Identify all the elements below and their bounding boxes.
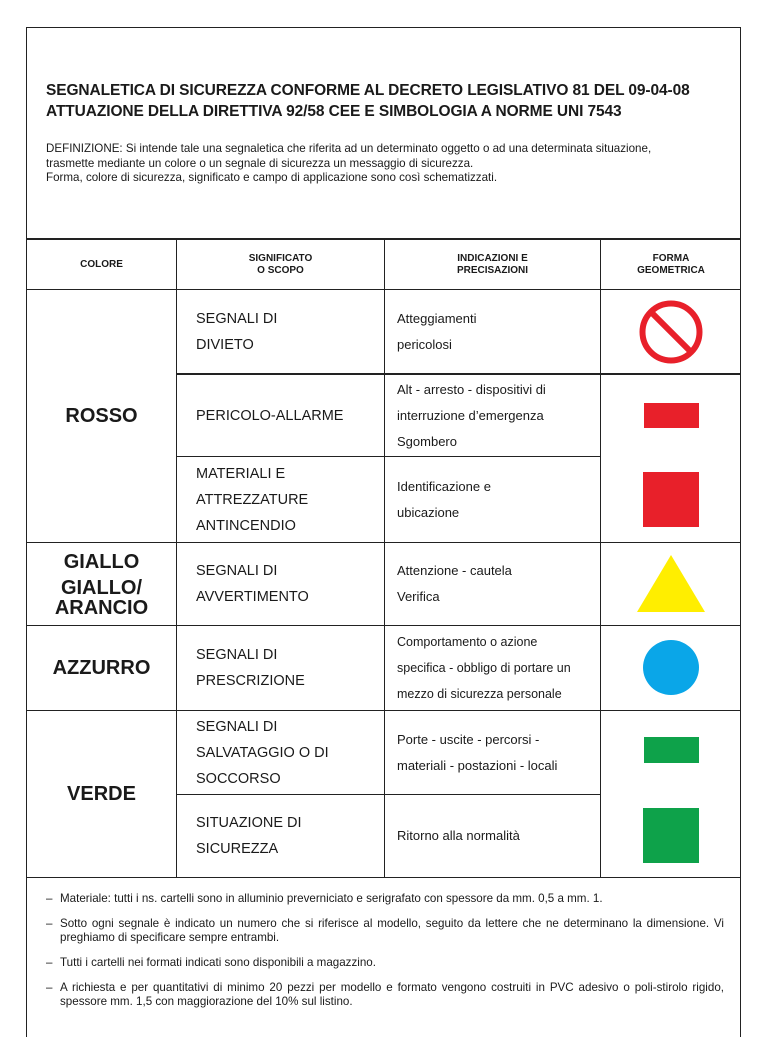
- definition-paragraph: [46, 142, 736, 186]
- indicazioni-cell: [397, 543, 597, 625]
- significato-line: PERICOLO-ALLARME: [196, 407, 344, 424]
- header-colore: [27, 240, 176, 289]
- note-text: Materiale: tutti i ns. cartelli sono in alluminio preverniciato e serigrafato con spessore da mm. 0,5 a mm. 1.: [60, 892, 603, 905]
- indicazioni-line: Verifica: [397, 589, 440, 604]
- indicazioni-line: Atteggiamenti: [397, 310, 477, 326]
- significato-cell: [196, 375, 376, 456]
- significato-cell: [196, 457, 376, 542]
- indicazioni-line: Identificazione e: [397, 478, 491, 494]
- significato-line: SITUAZIONE DI: [196, 815, 302, 831]
- color-label-giallo: GIALLO: [63, 551, 140, 573]
- significato-line: SEGNALI DI: [196, 563, 278, 579]
- significato-cell: [196, 711, 376, 794]
- header-indicazioni-line-2: PRECISAZIONI: [456, 264, 529, 276]
- header-indicazioni-line-1: INDICAZIONI E: [457, 252, 528, 264]
- indicazioni-line: Ritorno alla normalità: [397, 828, 520, 843]
- significato-line: SALVATAGGIO O DI: [196, 744, 329, 761]
- header-significato-line-2: O SCOPO: [257, 264, 304, 276]
- blue-circle-icon: [643, 640, 699, 695]
- color-label-giallo-arancio-1: GIALLO/: [60, 577, 143, 599]
- indicazioni-line: Sgombero: [397, 433, 457, 449]
- definition-line-2: trasmette mediante un colore o un segnale di sicurezza un messaggio di sicurezza.: [46, 156, 474, 170]
- indicazioni-line: interruzione d’emergenza: [397, 407, 544, 423]
- header-forma-line-1: FORMA: [652, 252, 690, 264]
- title-line-1: SEGNALETICA DI SICUREZZA CONFORME AL DECRETO LEGISLATIVO 81 DEL 09-04-08: [46, 82, 690, 99]
- green-square-icon: [643, 808, 699, 863]
- indicazioni-cell: [397, 457, 597, 542]
- note-item: [46, 981, 724, 1009]
- note-dash: –: [46, 956, 53, 969]
- color-cell-rosso: [27, 290, 176, 542]
- note-text: Tutti i cartelli nei formati indicati sono disponibili a magazzino.: [60, 956, 376, 969]
- significato-line: ANTINCENDIO: [196, 517, 296, 534]
- significato-cell: [196, 543, 376, 625]
- note-item: [46, 956, 724, 970]
- color-cell-azzurro: [27, 626, 176, 710]
- indicazioni-line: Porte - uscite - percorsi -: [397, 731, 540, 747]
- indicazioni-cell: [397, 711, 597, 794]
- significato-line: ATTREZZATURE: [196, 491, 309, 508]
- column-divider: [600, 238, 601, 878]
- column-divider: [384, 238, 385, 878]
- prohibition-circle-icon: [638, 299, 704, 365]
- red-square-icon: [643, 472, 699, 527]
- header-colore-label: COLORE: [80, 258, 123, 270]
- definition-line-3: Forma, colore di sicurezza, significato e campo di applicazione sono così schematizzati.: [46, 171, 498, 184]
- significato-cell: [196, 795, 376, 877]
- red-rectangle-icon: [644, 403, 699, 428]
- significato-line: SEGNALI DI: [196, 310, 278, 327]
- indicazioni-cell: [397, 626, 597, 710]
- yellow-triangle-icon: [636, 553, 706, 613]
- note-dash: –: [46, 981, 53, 994]
- significato-line: SEGNALI DI: [196, 647, 278, 663]
- header-indicazioni: [385, 240, 600, 289]
- color-label-azzurro: AZZURRO: [52, 657, 151, 679]
- significato-line: DIVIETO: [196, 336, 254, 353]
- definition-line-1: DEFINIZIONE: Si intende tale una segnaletica che riferita ad un determinato oggetto o ad una determinata situazione,: [46, 142, 652, 155]
- significato-cell: [196, 290, 376, 373]
- color-label-rosso: ROSSO: [65, 405, 138, 427]
- indicazioni-line: Alt - arresto - dispositivi di: [397, 381, 546, 397]
- color-label-giallo-arancio-2: ARANCIO: [54, 597, 149, 619]
- notes-list: [46, 892, 724, 1020]
- significato-line: AVVERTIMENTO: [196, 589, 309, 605]
- title-line-2: ATTUAZIONE DELLA DIRETTIVA 92/58 CEE E SIMBOLOGIA A NORME UNI 7543: [46, 103, 622, 120]
- significato-line: SICUREZZA: [196, 841, 279, 857]
- indicazioni-line: Comportamento o azione: [397, 635, 538, 649]
- header-significato: [177, 240, 384, 289]
- indicazioni-line: pericolosi: [397, 336, 452, 352]
- indicazioni-line: specifica - obbligo di portare un: [397, 661, 571, 675]
- significato-cell: [196, 626, 376, 710]
- indicazioni-line: Attenzione - cautela: [397, 563, 512, 578]
- indicazioni-cell: [397, 375, 597, 456]
- note-dash: –: [46, 892, 53, 905]
- indicazioni-line: mezzo di sicurezza personale: [397, 687, 562, 701]
- header-forma: [601, 240, 741, 289]
- note-dash: –: [46, 917, 53, 930]
- note-text: A richiesta e per quantitativi di minimo 20 pezzi per modello e formato vengono costruiti in PVC adesivo o poli-stirolo rigido, spessore mm. 1,5 con maggiorazione del 10% sul listino.: [60, 981, 724, 1008]
- note-item: [46, 917, 724, 945]
- indicazioni-line: materiali - postazioni - locali: [397, 757, 558, 773]
- significato-line: SEGNALI DI: [196, 718, 278, 735]
- indicazioni-line: ubicazione: [397, 504, 460, 520]
- color-cell-giallo: [27, 543, 176, 625]
- significato-line: MATERIALI E: [196, 465, 286, 482]
- note-text: Sotto ogni segnale è indicato un numero che si riferisce al modello, seguito da lettere che ne determinano la dimensione. Vi preghiamo di specificare sempre entrambi.: [60, 917, 724, 944]
- document-title: [46, 80, 736, 122]
- column-divider: [176, 238, 177, 878]
- significato-line: PRESCRIZIONE: [196, 673, 305, 689]
- significato-line: SOCCORSO: [196, 770, 281, 787]
- color-label-verde: VERDE: [67, 783, 136, 805]
- indicazioni-cell: [397, 290, 597, 373]
- header-forma-line-2: GEOMETRICA: [637, 264, 705, 276]
- note-item: [46, 892, 724, 906]
- color-cell-verde: [27, 711, 176, 877]
- header-significato-line-1: SIGNIFICATO: [248, 252, 313, 264]
- indicazioni-cell: [397, 795, 597, 877]
- green-rectangle-icon: [644, 737, 699, 763]
